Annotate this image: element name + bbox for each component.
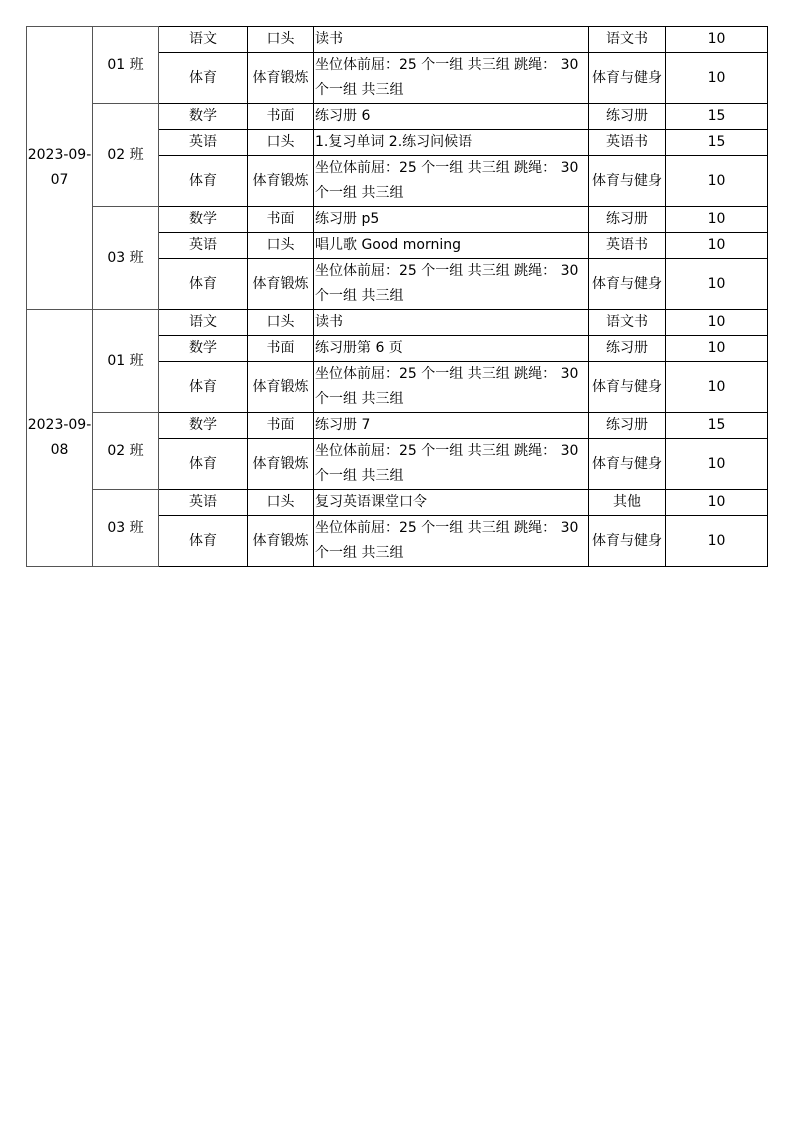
content-cell: 读书 <box>314 27 589 53</box>
homework-sheet <box>26 26 767 567</box>
content-cell: 1.复习单词 2.练习问候语 <box>314 130 589 156</box>
type-cell: 体育锻炼 <box>248 156 314 207</box>
type-cell: 书面 <box>248 104 314 130</box>
type-cell: 体育锻炼 <box>248 259 314 310</box>
class-cell: 03 班 <box>93 490 159 567</box>
type-cell: 体育锻炼 <box>248 53 314 104</box>
content-cell: 坐位体前屈：25 个一组 共三组 跳绳： 30 个一组 共三组 <box>314 156 589 207</box>
content-cell: 坐位体前屈：25 个一组 共三组 跳绳： 30 个一组 共三组 <box>314 516 589 567</box>
material-cell: 体育与健身 <box>589 53 666 104</box>
content-cell: 读书 <box>314 310 589 336</box>
type-cell: 体育锻炼 <box>248 439 314 490</box>
content-cell: 练习册 p5 <box>314 207 589 233</box>
homework-table <box>26 26 768 567</box>
type-cell: 口头 <box>248 310 314 336</box>
class-cell: 01 班 <box>93 310 159 413</box>
subject-cell: 体育 <box>159 362 248 413</box>
class-cell: 01 班 <box>93 27 159 104</box>
minutes-cell: 10 <box>666 362 768 413</box>
content-cell: 唱儿歌 Good morning <box>314 233 589 259</box>
material-cell: 语文书 <box>589 27 666 53</box>
class-cell: 02 班 <box>93 104 159 207</box>
table-row <box>27 27 768 53</box>
type-cell: 口头 <box>248 130 314 156</box>
subject-cell: 语文 <box>159 27 248 53</box>
type-cell: 书面 <box>248 336 314 362</box>
content-cell: 复习英语课堂口令 <box>314 490 589 516</box>
subject-cell: 数学 <box>159 104 248 130</box>
material-cell: 体育与健身 <box>589 362 666 413</box>
table-row <box>27 104 768 130</box>
content-cell: 练习册 7 <box>314 413 589 439</box>
subject-cell: 体育 <box>159 516 248 567</box>
minutes-cell: 15 <box>666 104 768 130</box>
subject-cell: 体育 <box>159 156 248 207</box>
table-row <box>27 207 768 233</box>
date-cell: 2023-09-07 <box>27 27 93 310</box>
class-cell: 02 班 <box>93 413 159 490</box>
material-cell: 语文书 <box>589 310 666 336</box>
class-cell: 03 班 <box>93 207 159 310</box>
material-cell: 练习册 <box>589 207 666 233</box>
subject-cell: 体育 <box>159 439 248 490</box>
material-cell: 体育与健身 <box>589 156 666 207</box>
material-cell: 其他 <box>589 490 666 516</box>
material-cell: 体育与健身 <box>589 516 666 567</box>
minutes-cell: 10 <box>666 516 768 567</box>
minutes-cell: 10 <box>666 336 768 362</box>
material-cell: 体育与健身 <box>589 259 666 310</box>
subject-cell: 数学 <box>159 336 248 362</box>
type-cell: 体育锻炼 <box>248 362 314 413</box>
date-cell: 2023-09-08 <box>27 310 93 567</box>
minutes-cell: 15 <box>666 413 768 439</box>
minutes-cell: 10 <box>666 259 768 310</box>
type-cell: 口头 <box>248 27 314 53</box>
subject-cell: 数学 <box>159 207 248 233</box>
minutes-cell: 10 <box>666 310 768 336</box>
minutes-cell: 10 <box>666 53 768 104</box>
material-cell: 体育与健身 <box>589 439 666 490</box>
minutes-cell: 10 <box>666 27 768 53</box>
subject-cell: 英语 <box>159 490 248 516</box>
material-cell: 英语书 <box>589 130 666 156</box>
subject-cell: 英语 <box>159 130 248 156</box>
subject-cell: 语文 <box>159 310 248 336</box>
subject-cell: 英语 <box>159 233 248 259</box>
table-row <box>27 413 768 439</box>
content-cell: 坐位体前屈：25 个一组 共三组 跳绳： 30 个一组 共三组 <box>314 259 589 310</box>
minutes-cell: 10 <box>666 439 768 490</box>
minutes-cell: 15 <box>666 130 768 156</box>
minutes-cell: 10 <box>666 233 768 259</box>
content-cell: 坐位体前屈：25 个一组 共三组 跳绳： 30 个一组 共三组 <box>314 439 589 490</box>
minutes-cell: 10 <box>666 490 768 516</box>
type-cell: 书面 <box>248 413 314 439</box>
type-cell: 体育锻炼 <box>248 516 314 567</box>
subject-cell: 数学 <box>159 413 248 439</box>
material-cell: 练习册 <box>589 336 666 362</box>
type-cell: 书面 <box>248 207 314 233</box>
minutes-cell: 10 <box>666 207 768 233</box>
content-cell: 练习册 6 <box>314 104 589 130</box>
material-cell: 练习册 <box>589 413 666 439</box>
table-row <box>27 490 768 516</box>
content-cell: 坐位体前屈：25 个一组 共三组 跳绳： 30 个一组 共三组 <box>314 53 589 104</box>
material-cell: 练习册 <box>589 104 666 130</box>
minutes-cell: 10 <box>666 156 768 207</box>
subject-cell: 体育 <box>159 259 248 310</box>
content-cell: 坐位体前屈：25 个一组 共三组 跳绳： 30 个一组 共三组 <box>314 362 589 413</box>
subject-cell: 体育 <box>159 53 248 104</box>
type-cell: 口头 <box>248 233 314 259</box>
material-cell: 英语书 <box>589 233 666 259</box>
content-cell: 练习册第 6 页 <box>314 336 589 362</box>
type-cell: 口头 <box>248 490 314 516</box>
table-row <box>27 310 768 336</box>
